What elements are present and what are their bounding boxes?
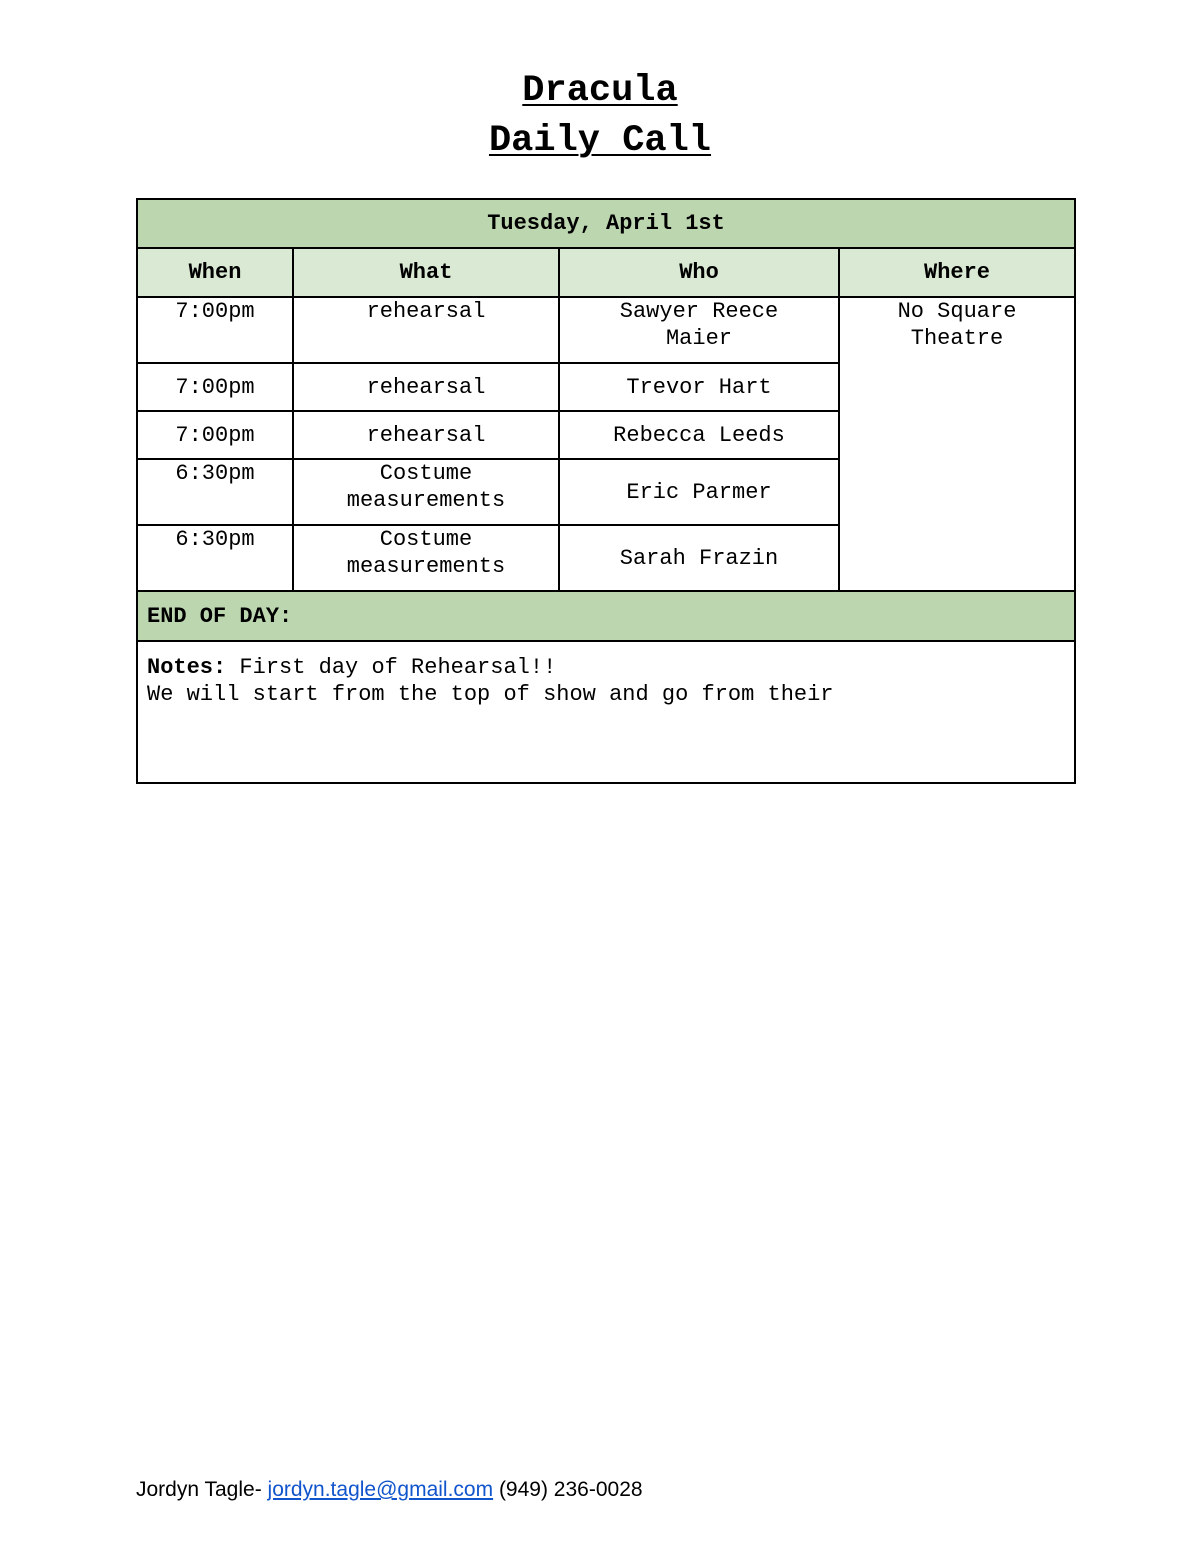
- footer-email-link[interactable]: jordyn.tagle@gmail.com: [267, 1478, 494, 1501]
- cell-when: 7:00pm: [137, 411, 293, 459]
- cell-when: 6:30pm: [137, 459, 293, 525]
- column-header-where: Where: [839, 248, 1075, 297]
- cell-who: Sarah Frazin: [559, 525, 839, 591]
- cell-who: [559, 297, 839, 363]
- document-title: [0, 66, 1200, 166]
- cell-when: 7:00pm: [137, 363, 293, 411]
- daily-call-table: [136, 198, 1076, 784]
- footer-name: Jordyn Tagle-: [136, 1478, 268, 1501]
- end-of-day-label: END OF DAY:: [137, 591, 1075, 641]
- title-daily-call: Daily Call: [488, 120, 712, 162]
- cell-when: 7:00pm: [137, 297, 293, 363]
- footer-contact: [136, 1478, 643, 1502]
- cell-who-text: Sawyer Reece Maier: [619, 299, 779, 351]
- cell-who: Eric Parmer: [559, 459, 839, 525]
- cell-what: [293, 459, 559, 525]
- column-header-what: What: [293, 248, 559, 297]
- cell-who: Rebecca Leeds: [559, 411, 839, 459]
- column-header-row: [137, 248, 1075, 297]
- cell-what-text: Costume measurements: [346, 527, 506, 579]
- cell-what: rehearsal: [293, 411, 559, 459]
- column-header-when: When: [137, 248, 293, 297]
- cell-who: Trevor Hart: [559, 363, 839, 411]
- cell-where-text: No Square Theatre: [897, 299, 1017, 351]
- notes-line-1: First day of Rehearsal!!: [226, 655, 557, 680]
- cell-what: [293, 525, 559, 591]
- notes-label: Notes:: [147, 655, 227, 680]
- day-header: Tuesday, April 1st: [137, 199, 1075, 248]
- cell-where: [839, 297, 1075, 591]
- title-show-name: Dracula: [522, 70, 678, 112]
- notes-cell: [137, 641, 1075, 783]
- notes-line-2: We will start from the top of show and go from their: [147, 682, 834, 707]
- cell-what: rehearsal: [293, 297, 559, 363]
- cell-what-text: Costume measurements: [346, 461, 506, 513]
- column-header-who: Who: [559, 248, 839, 297]
- cell-what: rehearsal: [293, 363, 559, 411]
- table-row: [137, 297, 1075, 363]
- cell-when: 6:30pm: [137, 525, 293, 591]
- footer-phone: (949) 236-0028: [493, 1478, 643, 1501]
